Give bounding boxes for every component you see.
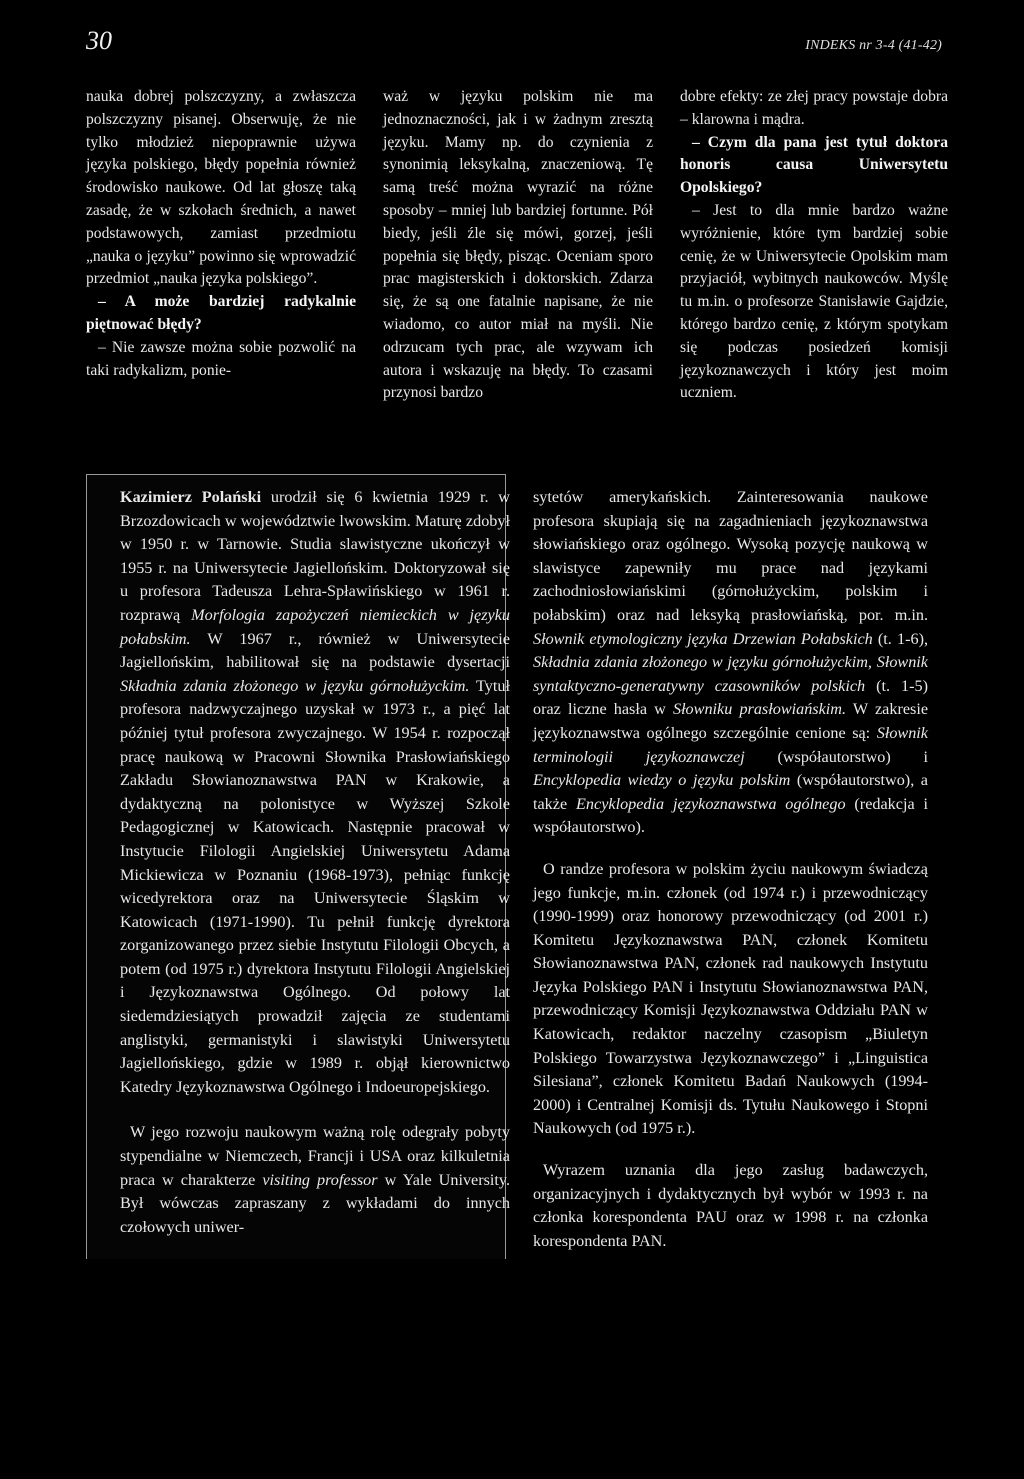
interview-question: – A może bardziej radykalnie piętnować błędy? bbox=[86, 293, 356, 333]
interview-answer-continued: waż w języku polskim nie ma jednoznaczności, jak i w żadnym zresztą języku. Mamy np. do czynienia z synonimią leksykalną, znaczeniową. Tę samą treść można wyrazić na różne sposoby – mniej lub bardziej fortunne. Pół biedy, jeśli źle się mówi, gorzej, jeśli popełnia się błędy, pisząc. Oceniam sporo prac magisterskich i doktorskich. Zdarza się, że są one fatalnie napisane, że nie wiadomo, co autor miał na myśli. Nie odrzucam tych prac, ale wzywam ich autora i wskazuję na błędy. To czasami przynosi bardzo bbox=[383, 88, 653, 402]
biography-paragraph: W jego rozwoju naukowym ważną rolę odegrały pobyty stypendialne w Niemczech, Francji i USA oraz kilkuletnia praca w charakterze visiting professor w Yale University. Był wówczas zapraszany z wykładami do innych czołowych uniwer- bbox=[120, 1123, 510, 1236]
interview-column-1 bbox=[86, 86, 356, 382]
biography-paragraph: Kazimierz Polański urodził się 6 kwietnia 1929 r. w Brzozdowicach w województwie lwowskim. Maturę zdobył w 1950 r. w Tarnowie. Studia slawistyczne ukończył w 1955 r. na Uniwersytecie Jagiellońskim. Doktoryzował się u profesora Tadeusza Lehra-Spławińskiego w 1961 r. rozprawą Morfologia zapożyczeń niemieckich w języku połabskim. W 1967 r., również w Uniwersytecie Jagiellońskim, habilitował się na podstawie dysertacji Składnia zdania złożonego w języku górnołużyckim. Tytuł profesora nadzwyczajnego uzyskał w 1973 r., a pięć lat później tytuł profesora zwyczajnego. W 1954 r. rozpoczął pracę naukową w Pracowni Słownika Prasłowiańskiego Zakładu Słowianoznawstwa PAN w Krakowie, a dydaktyczną na polonistyce w Wyższej Szkole Pedagogicznej w Katowicach. Następnie pracował w Instytucie Filologii Angielskiej Uniwersytetu Adama Mickiewicza w Poznaniu (1968-1973), pełniąc funkcję wicedyrektora oraz na Uniwersytecie Śląskim w Katowicach (1971-1990). Tu pełnił funkcję dyrektora zorganizowanego przez siebie Instytutu Filologii Obcych, a potem (od 1975 r.) dyrektora Instytutu Filologii Angielskiej i Językoznawstwa Ogólnego. Od połowy lat siedemdziesiątych prowadził zajęcia ze studentami anglistyki, germanistyki i slawistyki Uniwersytetu Jagiellońskiego, gdzie w 1989 r. objął kierownictwo Katedry Językoznawstwa Ogólnego i Indoeuropejskiego. bbox=[120, 488, 511, 1096]
biography-paragraph: O randze profesora w polskim życiu naukowym świadczą jego funkcje, m.in. członek (od 1974 r.) i przewodniczący (1990-1999) oraz honorowy przewodniczący (od 2001 r.) Komitetu Językoznawstwa PAN, członek Komitetu Słowianoznawstwa PAN, członek rad naukowych Instytutu Języka Polskiego PAN i Instytutu Słowianoznawstwa PAN, przewodniczący Komisji Językoznawstwa Oddziału PAN w Katowicach, redaktor naczelny czasopism „Biuletyn Polskiego Towarzystwa Językoznawczego” i „Linguistica Silesiana”, członek Komitetu Badań Naukowych (1994-2000) i Centralnej Komisji ds. Tytułu Naukowego i Stopni Naukowych (od 1975 r.). bbox=[533, 859, 928, 1138]
page-header bbox=[86, 26, 942, 62]
page-number: 30 bbox=[86, 26, 112, 55]
biography-column-right bbox=[533, 486, 928, 1253]
interview-answer: – Nie zawsze można sobie pozwolić na taki radykalizm, ponie- bbox=[86, 338, 356, 379]
interview-question: – Czym dla pana jest tytuł doktora honoris causa Uniwersytetu Opolskiego? bbox=[680, 133, 948, 197]
biography-name: Kazimierz Polański bbox=[120, 488, 262, 506]
interview-column-2 bbox=[383, 86, 653, 405]
interview-answer: – Jest to dla mnie bardzo ważne wyróżnienie, które tym bardziej sobie cenię, że w Uniwersytecie Opolskim mam przyjaciół, wybitnych naukowców. Myślę tu m.in. o profesorze Stanisławie Gajdzie, którego bardzo cenię, z którym spotykam się podczas posiedzeń komisji językoznawczych i który jest moim uczniem. bbox=[680, 201, 948, 402]
interview-paragraph: dobre efekty: ze złej pracy powstaje dobra – klarowna i mądra. bbox=[680, 88, 948, 128]
interview-column-3 bbox=[680, 86, 948, 405]
biography-column-left bbox=[120, 486, 510, 1239]
running-head: INDEKS nr 3-4 (41-42) bbox=[805, 38, 942, 53]
interview-paragraph: nauka dobrej polszczyzny, a zwłaszcza polszczyzny pisanej. Obserwuję, że nie tylko młodzież niepoprawnie używa języka polskiego, błędy popełnia również środowisko naukowe. Od lat głoszę taką zasadę, że w szkołach średnich, a nawet podstawowych, zamiast przedmiotu „nauka o języku” powinno się wprowadzić przedmiot „nauka języka polskiego”. bbox=[86, 88, 356, 288]
biography-paragraph: sytetów amerykańskich. Zainteresowania naukowe profesora skupiają się na zagadnieniach językoznawstwa słowiańskiego oraz ogólnego. Wysoką pozycję naukową w slawistyce zapewniły mu prace nad językami zachodniosłowiańskimi (górnołużyckim, polskim i połabskim) oraz nad leksyką prasłowiańską, por. m.in. Słownik etymologiczny języka Drzewian Połabskich (t. 1-6), Składnia zdania złożonego w języku górnołużyckim, Słownik syntaktyczno-generatywny czasowników polskich (t. 1-5) oraz liczne hasła w Słowniku prasłowiańskim. W zakresie językoznawstwa ogólnego szczególnie cenione są: Słownik terminologii językoznawczej (współautorstwo) i Encyklopedia wiedzy o języku polskim (współautorstwo), a także Encyklopedia językoznawstwa ogólnego (redakcja i współautorstwo). bbox=[533, 488, 929, 837]
biography-paragraph: Wyrazem uznania dla jego zasług badawczych, organizacyjnych i dydaktycznych był wybór w 1993 r. na członka korespondenta PAU oraz w 1998 r. na członka korespondenta PAN. bbox=[533, 1161, 928, 1250]
